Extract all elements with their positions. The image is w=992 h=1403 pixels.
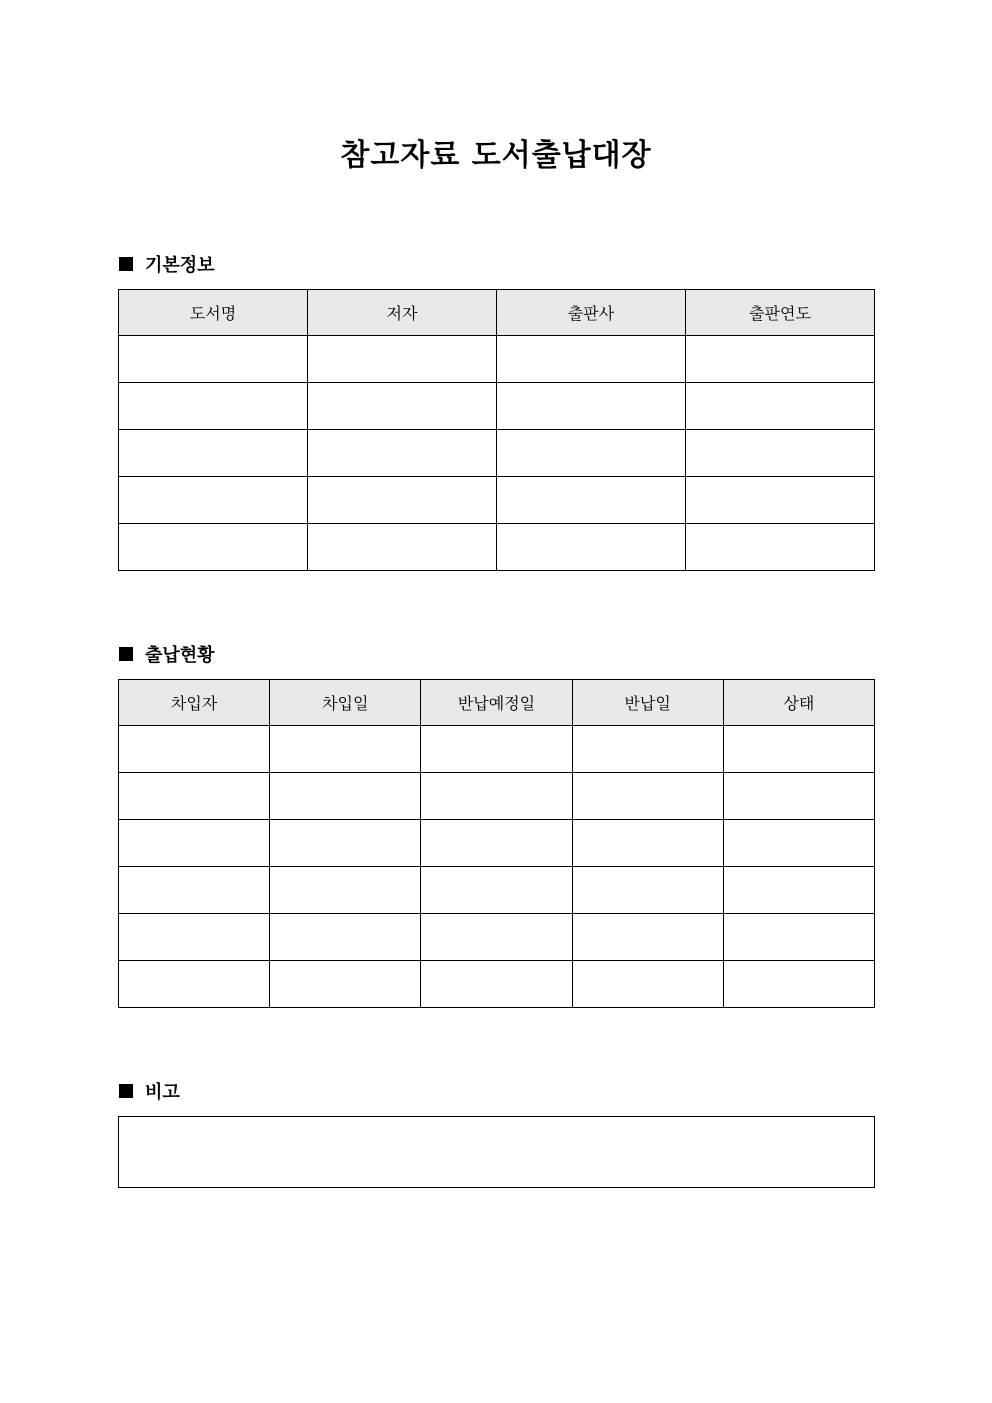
table-cell[interactable] xyxy=(308,477,497,524)
section-heading-basic-info xyxy=(119,251,215,277)
table-row xyxy=(119,961,875,1008)
table-cell[interactable] xyxy=(119,773,270,820)
square-bullet-icon xyxy=(119,257,133,271)
remarks-box[interactable] xyxy=(118,1116,875,1188)
table-cell[interactable] xyxy=(119,336,308,383)
section-heading-loan-status xyxy=(119,641,215,667)
table-cell[interactable] xyxy=(686,477,875,524)
table-row xyxy=(119,773,875,820)
column-header-author: 저자 xyxy=(308,290,497,336)
table-row xyxy=(119,430,875,477)
section-heading-remarks xyxy=(119,1078,180,1104)
square-bullet-icon xyxy=(119,1084,133,1098)
section-heading-label: 비고 xyxy=(145,1082,180,1103)
table-cell[interactable] xyxy=(723,773,874,820)
table-cell[interactable] xyxy=(421,726,572,773)
table-cell[interactable] xyxy=(686,383,875,430)
table-cell[interactable] xyxy=(308,524,497,571)
table-cell[interactable] xyxy=(723,867,874,914)
table-cell[interactable] xyxy=(421,914,572,961)
square-bullet-icon xyxy=(119,647,133,661)
table-row xyxy=(119,867,875,914)
table-cell[interactable] xyxy=(686,524,875,571)
table-cell[interactable] xyxy=(572,820,723,867)
table-cell[interactable] xyxy=(308,430,497,477)
section-heading-label: 기본정보 xyxy=(145,255,215,276)
table-cell[interactable] xyxy=(308,383,497,430)
document-title: 참고자료 도서출납대장 xyxy=(340,138,652,173)
table-cell[interactable] xyxy=(270,914,421,961)
table-cell[interactable] xyxy=(497,336,686,383)
table-cell[interactable] xyxy=(270,726,421,773)
loan-status-table xyxy=(118,679,875,1008)
table-cell[interactable] xyxy=(723,726,874,773)
table-cell[interactable] xyxy=(119,430,308,477)
table-cell[interactable] xyxy=(572,961,723,1008)
table-cell[interactable] xyxy=(497,383,686,430)
basic-info-table xyxy=(118,289,875,571)
table-row xyxy=(119,477,875,524)
table-cell[interactable] xyxy=(686,336,875,383)
table-cell[interactable] xyxy=(308,336,497,383)
table-cell[interactable] xyxy=(723,961,874,1008)
table-cell[interactable] xyxy=(270,867,421,914)
table-cell[interactable] xyxy=(686,430,875,477)
table-header-row xyxy=(119,680,875,726)
table-cell[interactable] xyxy=(270,773,421,820)
table-cell[interactable] xyxy=(421,867,572,914)
column-header-due-date: 반납예정일 xyxy=(421,680,572,726)
column-header-publication-year: 출판연도 xyxy=(686,290,875,336)
table-cell[interactable] xyxy=(421,773,572,820)
table-cell[interactable] xyxy=(421,820,572,867)
table-cell[interactable] xyxy=(497,524,686,571)
table-cell[interactable] xyxy=(572,726,723,773)
table-cell[interactable] xyxy=(421,961,572,1008)
table-row xyxy=(119,914,875,961)
table-cell[interactable] xyxy=(119,383,308,430)
table-header-row xyxy=(119,290,875,336)
table-cell[interactable] xyxy=(119,477,308,524)
table-cell[interactable] xyxy=(723,820,874,867)
table-cell[interactable] xyxy=(119,867,270,914)
table-row xyxy=(119,726,875,773)
table-row xyxy=(119,383,875,430)
table-cell[interactable] xyxy=(497,477,686,524)
table-cell[interactable] xyxy=(572,914,723,961)
table-cell[interactable] xyxy=(572,773,723,820)
table-cell[interactable] xyxy=(119,820,270,867)
column-header-title: 도서명 xyxy=(119,290,308,336)
column-header-borrower: 차입자 xyxy=(119,680,270,726)
section-heading-label: 출납현황 xyxy=(145,645,215,666)
column-header-borrow-date: 차입일 xyxy=(270,680,421,726)
table-cell[interactable] xyxy=(119,524,308,571)
table-cell[interactable] xyxy=(270,820,421,867)
table-cell[interactable] xyxy=(119,726,270,773)
table-cell[interactable] xyxy=(572,867,723,914)
table-row xyxy=(119,820,875,867)
column-header-publisher: 출판사 xyxy=(497,290,686,336)
column-header-return-date: 반납일 xyxy=(572,680,723,726)
table-cell[interactable] xyxy=(119,914,270,961)
table-row xyxy=(119,524,875,571)
column-header-status: 상태 xyxy=(723,680,874,726)
table-cell[interactable] xyxy=(119,961,270,1008)
table-cell[interactable] xyxy=(497,430,686,477)
table-cell[interactable] xyxy=(270,961,421,1008)
table-row xyxy=(119,336,875,383)
table-cell[interactable] xyxy=(723,914,874,961)
